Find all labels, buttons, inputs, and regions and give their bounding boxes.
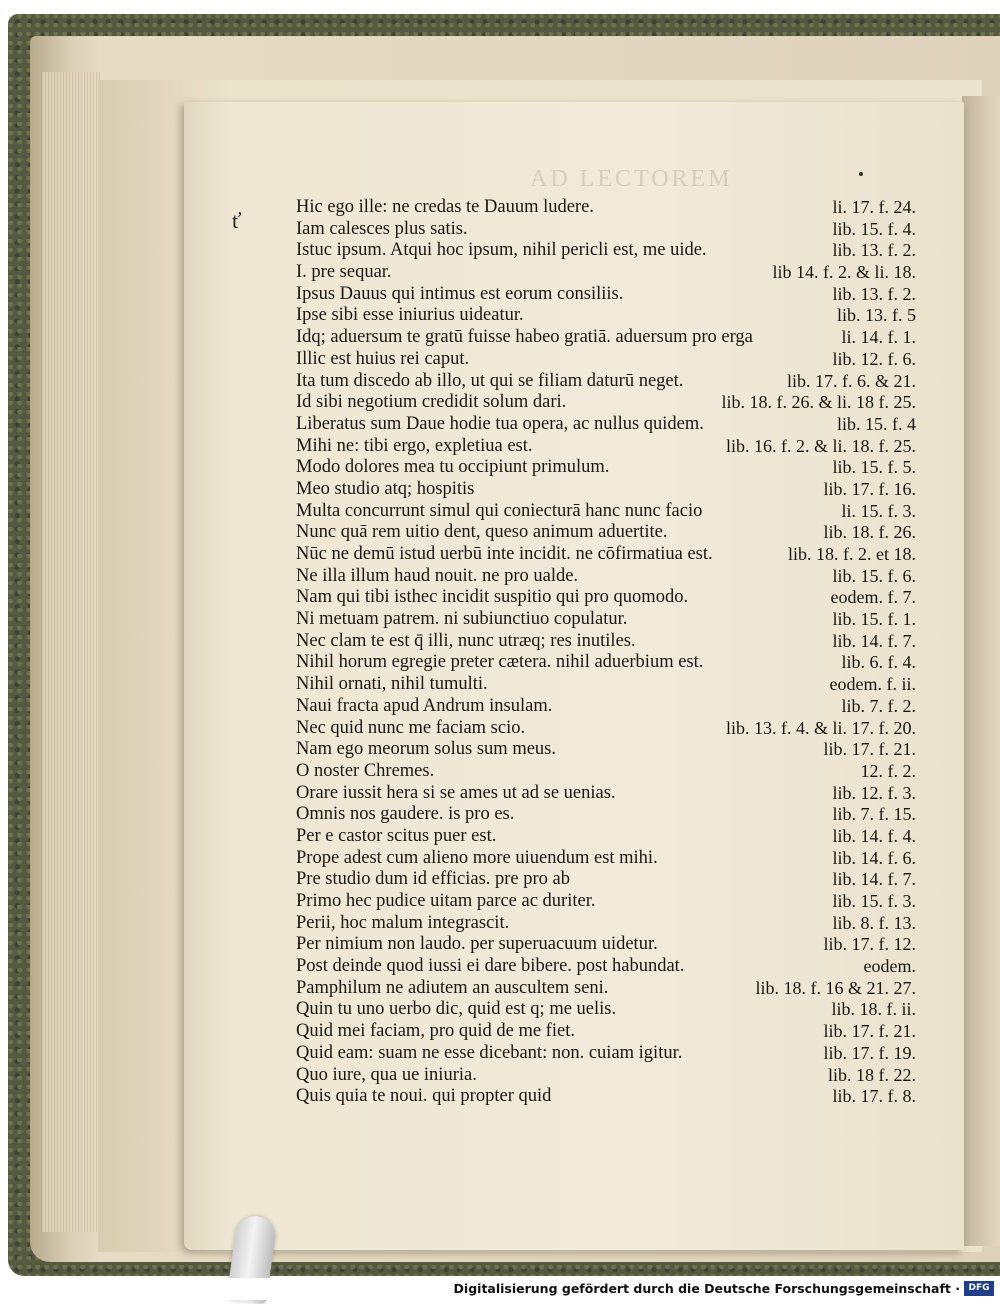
entry-reference: 12. f. 2.: [860, 760, 916, 781]
index-entry: [296, 304, 936, 326]
entry-text: Post deinde quod iussi ei dare bibere. post habundat.: [296, 956, 685, 977]
index-entry: [296, 673, 936, 695]
entry-text: Nec quid nunc me faciam scio.: [296, 717, 526, 738]
entry-reference: lib. 13. f. 2.: [832, 240, 916, 261]
index-entry: [296, 847, 936, 869]
entry-text: Pre studio dum id efficias. pre pro ab: [296, 869, 571, 890]
entry-reference: lib. 7. f. 2.: [841, 695, 916, 716]
entry-reference: lib. 15. f. 6.: [832, 565, 916, 586]
entry-reference: lib. 18. f. 2. et 18.: [788, 544, 916, 564]
entry-reference: lib. 13. f. 5: [837, 305, 916, 326]
entry-reference: eodem. f. ii.: [829, 674, 916, 695]
entry-reference: lib. 15. f. 1.: [832, 609, 916, 630]
entry-reference: lib. 18. f. 26.: [823, 522, 916, 543]
index-entry: [296, 717, 936, 739]
index-entry: [296, 738, 936, 760]
entry-text: Quis quia te noui. qui propter quid: [296, 1086, 552, 1107]
index-entry: [296, 370, 936, 392]
entry-text: Nihil ornati, nihil tumulti.: [296, 674, 488, 695]
entry-text: Nunc quā rem uitio dent, queso animum aduertite.: [296, 522, 668, 543]
index-entry: [296, 1064, 936, 1086]
ink-dot: [859, 172, 863, 176]
entry-reference: lib. 17. f. 12.: [823, 934, 916, 955]
margin-mark: ť: [232, 208, 242, 233]
entry-reference: lib. 12. f. 3.: [832, 782, 916, 803]
entry-text: Omnis nos gaudere. is pro es.: [296, 804, 515, 825]
entry-text: I. pre sequar.: [296, 262, 392, 283]
index-entry: [296, 912, 936, 934]
index-entry: [296, 651, 936, 673]
index-entry: [296, 803, 936, 825]
entry-text: Id sibi negotium credidit solum dari.: [296, 392, 567, 413]
entry-reference: lib. 6. f. 4.: [841, 652, 916, 673]
index-entry: [296, 196, 936, 218]
entry-text: Orare iussit hera si se ames ut ad se uenias.: [296, 782, 616, 803]
entry-reference: lib. 13. f. 2.: [832, 283, 916, 304]
entry-text: Quid mei faciam, pro quid de me fiet.: [296, 1021, 575, 1042]
entry-reference: eodem. f. 7.: [830, 587, 916, 608]
index-entry: [296, 977, 936, 999]
entry-reference: lib. 17. f. 21.: [823, 1021, 916, 1042]
entry-text: Ni metuam patrem. ni subiunctiuo copulatur.: [296, 609, 628, 630]
entry-text: Ipsus Dauus qui intimus est eorum consiliis.: [296, 283, 624, 304]
funding-notice: Digitalisierung gefördert durch die Deutsche Forschungsgemeinschaft ·: [453, 1281, 960, 1296]
entry-reference: li. 15. f. 3.: [841, 500, 916, 521]
entry-text: Quid eam: suam ne esse dicebant: non. cuiam igitur.: [296, 1042, 683, 1063]
index-entry: [296, 782, 936, 804]
index-entry: [296, 239, 936, 261]
entry-reference: lib. 17. f. 6. & 21.: [787, 370, 916, 391]
entry-text: Ne illa illum haud nouit. ne pro ualde.: [296, 565, 579, 586]
index-entry: [296, 565, 936, 587]
entry-reference: lib. 15. f. 5.: [832, 457, 916, 478]
index-entry: [296, 391, 936, 413]
dfg-logo: DFG: [964, 1281, 994, 1296]
entry-reference: lib. 17. f. 19.: [823, 1042, 916, 1063]
entry-text: Nam qui tibi isthec incidit suspitio qui pro quomodo.: [296, 587, 689, 608]
footer-bar: [0, 1278, 1000, 1300]
index-entry: [296, 521, 936, 543]
index-entry: [296, 760, 936, 782]
page-edges: [42, 72, 100, 1232]
bleed-title: AD LECTOREM: [530, 168, 733, 192]
entry-reference: lib. 14. f. 7.: [832, 630, 916, 651]
entry-reference: lib. 16. f. 2. & li. 18. f. 25.: [726, 435, 916, 456]
index-entry: [296, 283, 936, 305]
entry-reference: lib. 18. f. 16 & 21. 27.: [755, 977, 916, 998]
index-entry: [296, 1020, 936, 1042]
entry-text: Multa concurrunt simul qui coniecturā hanc nunc facio: [296, 500, 703, 521]
entry-text: Per e castor scitus puer est.: [296, 825, 497, 846]
index-entry: [296, 868, 936, 890]
index-entry: [296, 695, 936, 717]
index-entry: [296, 413, 936, 435]
index-entry: [296, 261, 936, 283]
entry-text: O noster Chremes.: [296, 760, 435, 781]
index-entry: [296, 586, 936, 608]
index-entry: [296, 348, 936, 370]
index-entry: [296, 1085, 936, 1107]
index-entry: [296, 435, 936, 457]
index-entry: [296, 890, 936, 912]
entry-text: Quin tu uno uerbo dic, quid est q; me uelis.: [296, 999, 617, 1020]
index-entry: [296, 500, 936, 522]
entry-text: Istuc ipsum. Atqui hoc ipsum, nihil pericli est, me uide.: [296, 240, 707, 261]
index-entry: [296, 478, 936, 500]
entry-text: Modo dolores mea tu occipiunt primulum.: [296, 457, 610, 478]
entry-text: Prope adest cum alieno more uiuendum est mihi.: [296, 847, 658, 868]
entry-reference: lib. 15. f. 3.: [832, 891, 916, 911]
index-entry: [296, 456, 936, 478]
entry-text: Nihil horum egregie preter cætera. nihil aduerbium est.: [296, 652, 704, 673]
entry-text: Hic ego ille: ne credas te Dauum ludere.: [296, 197, 594, 217]
entry-reference: li. 14. f. 1.: [841, 327, 916, 348]
entry-text: Quo iure, qua ue iniuria.: [296, 1064, 477, 1085]
index-entry: [296, 998, 936, 1020]
index-entry: [296, 1042, 936, 1064]
entry-reference: lib. 18. f. ii.: [831, 999, 916, 1020]
facing-page-edge: [962, 96, 1000, 1246]
index-entry: [296, 955, 936, 977]
entry-reference: lib. 13. f. 4. & li. 17. f. 20.: [726, 717, 916, 738]
entry-reference: lib. 15. f. 4: [837, 413, 916, 434]
index-entry: [296, 630, 936, 652]
index-entry: [296, 608, 936, 630]
index-entry: [296, 543, 936, 565]
entry-text: Iam calesces plus satis.: [296, 218, 468, 239]
entry-text: Mihi ne: tibi ergo, expletiua est.: [296, 435, 533, 456]
entry-reference: lib. 18. f. 26. & li. 18 f. 25.: [721, 392, 916, 413]
entry-text: Liberatus sum Daue hodie tua opera, ac nullus quidem.: [296, 413, 704, 434]
entry-text: Nūc ne demū istud uerbū inte incidit. ne cōfirmatiua est.: [296, 544, 713, 564]
entry-text: Per nimium non laudo. per superuacuum uidetur.: [296, 934, 658, 955]
entry-text: Idq; aduersum te gratū fuisse habeo gratiā. aduersum pro erga: [296, 327, 753, 348]
entry-reference: lib. 14. f. 6.: [832, 847, 916, 868]
entry-reference: lib. 7. f. 15.: [832, 804, 916, 825]
entry-text: Ipse sibi esse iniurius uideatur.: [296, 305, 524, 326]
entry-reference: lib. 17. f. 8.: [832, 1086, 916, 1107]
entry-text: Perii, hoc malum integrascit.: [296, 912, 510, 933]
entry-text: Primo hec pudice uitam parce ac duriter.: [296, 891, 596, 911]
entry-text: Pamphilum ne adiutem an auscultem seni.: [296, 977, 609, 998]
entry-text: Meo studio atq; hospitis: [296, 478, 475, 499]
entry-reference: lib 14. f. 2. & li. 18.: [772, 262, 916, 283]
entry-reference: lib. 17. f. 16.: [823, 478, 916, 499]
entry-reference: lib. 12. f. 6.: [832, 348, 916, 369]
entry-reference: lib. 18 f. 22.: [828, 1064, 916, 1085]
index-entry: [296, 326, 936, 348]
entry-reference: lib. 8. f. 13.: [832, 912, 916, 933]
entry-text: Ita tum discedo ab illo, ut qui se filiam daturū neget.: [296, 370, 684, 391]
index-entry: [296, 218, 936, 240]
entry-text: Nam ego meorum solus sum meus.: [296, 739, 557, 760]
entry-reference: eodem.: [863, 956, 916, 977]
entry-reference: lib. 15. f. 4.: [832, 218, 916, 239]
index-entry: [296, 825, 936, 847]
entry-reference: lib. 14. f. 4.: [832, 825, 916, 846]
entry-reference: lib. 17. f. 21.: [823, 739, 916, 760]
entry-text: Illic est huius rei caput.: [296, 348, 470, 369]
entry-text: Naui fracta apud Andrum insulam.: [296, 695, 553, 716]
index-entry: [296, 933, 936, 955]
entry-reference: li. 17. f. 24.: [832, 197, 916, 217]
index-entries: [296, 196, 936, 1107]
entry-reference: lib. 14. f. 7.: [832, 869, 916, 890]
entry-text: Nec clam te est q̄ illi, nunc utræq; res inutiles.: [296, 630, 636, 651]
